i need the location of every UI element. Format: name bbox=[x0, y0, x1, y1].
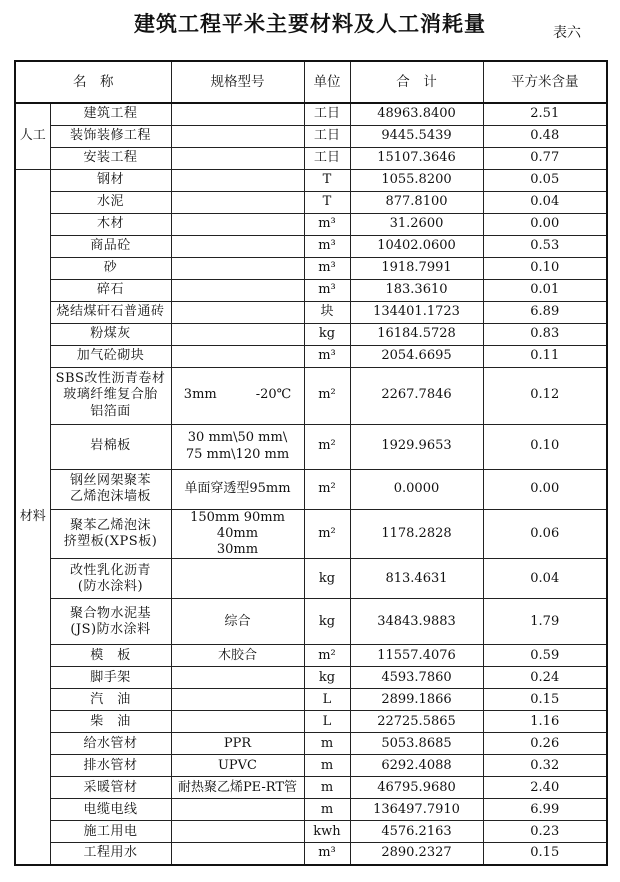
table-row bbox=[15, 799, 607, 821]
item-per-sqm: 0.04 bbox=[483, 559, 607, 599]
item-per-sqm: 0.24 bbox=[483, 667, 607, 689]
table-row bbox=[15, 213, 607, 235]
item-total: 2899.1866 bbox=[350, 689, 483, 711]
item-per-sqm: 6.89 bbox=[483, 301, 607, 323]
item-name: 排水管材 bbox=[50, 755, 171, 777]
table-row bbox=[15, 147, 607, 169]
item-per-sqm: 0.83 bbox=[483, 323, 607, 345]
table-row bbox=[15, 821, 607, 843]
item-total: 134401.1723 bbox=[350, 301, 483, 323]
item-total: 4593.7860 bbox=[350, 667, 483, 689]
item-name: 工程用水 bbox=[50, 843, 171, 865]
table-number-label: 表六 bbox=[553, 25, 581, 41]
item-per-sqm: 0.00 bbox=[483, 469, 607, 509]
item-per-sqm: 2.51 bbox=[483, 103, 607, 125]
table-header-row bbox=[15, 61, 607, 103]
item-total: 813.4631 bbox=[350, 559, 483, 599]
item-total: 9445.5439 bbox=[350, 125, 483, 147]
item-spec bbox=[171, 235, 304, 257]
item-per-sqm: 0.32 bbox=[483, 755, 607, 777]
item-unit: kg bbox=[304, 559, 350, 599]
item-name: 柴 油 bbox=[50, 711, 171, 733]
item-unit: L bbox=[304, 689, 350, 711]
item-unit: m³ bbox=[304, 345, 350, 367]
item-unit: m³ bbox=[304, 235, 350, 257]
item-total: 2054.6695 bbox=[350, 345, 483, 367]
materials-labor-table bbox=[14, 60, 608, 866]
item-total: 183.3610 bbox=[350, 279, 483, 301]
item-per-sqm: 0.06 bbox=[483, 509, 607, 559]
item-spec bbox=[171, 125, 304, 147]
item-per-sqm: 0.10 bbox=[483, 424, 607, 469]
item-total: 1055.8200 bbox=[350, 169, 483, 191]
item-per-sqm: 0.77 bbox=[483, 147, 607, 169]
table-row bbox=[15, 301, 607, 323]
item-spec bbox=[171, 323, 304, 345]
item-unit: kg bbox=[304, 667, 350, 689]
item-total: 1929.9653 bbox=[350, 424, 483, 469]
item-total: 0.0000 bbox=[350, 469, 483, 509]
item-unit: m bbox=[304, 733, 350, 755]
table-row bbox=[15, 843, 607, 865]
item-spec bbox=[171, 667, 304, 689]
page-title: 建筑工程平米主要材料及人工消耗量 bbox=[134, 12, 486, 36]
item-name: 加气砼砌块 bbox=[50, 345, 171, 367]
table-body bbox=[15, 103, 607, 865]
item-per-sqm: 0.00 bbox=[483, 213, 607, 235]
table-row bbox=[15, 599, 607, 645]
item-per-sqm: 0.04 bbox=[483, 191, 607, 213]
item-name: 装饰装修工程 bbox=[50, 125, 171, 147]
item-name: 模 板 bbox=[50, 645, 171, 667]
item-name: 施工用电 bbox=[50, 821, 171, 843]
item-unit: 工日 bbox=[304, 147, 350, 169]
item-name: 改性乳化沥青 (防水涂料) bbox=[50, 559, 171, 599]
item-total: 16184.5728 bbox=[350, 323, 483, 345]
table-row bbox=[15, 733, 607, 755]
item-total: 2890.2327 bbox=[350, 843, 483, 865]
item-total: 877.8100 bbox=[350, 191, 483, 213]
item-name: 碎石 bbox=[50, 279, 171, 301]
item-name: 岩棉板 bbox=[50, 424, 171, 469]
item-name: 聚苯乙烯泡沫 挤塑板(XPS板) bbox=[50, 509, 171, 559]
item-unit: m³ bbox=[304, 213, 350, 235]
item-spec bbox=[171, 843, 304, 865]
table-row bbox=[15, 645, 607, 667]
table-row bbox=[15, 125, 607, 147]
item-name: 建筑工程 bbox=[50, 103, 171, 125]
item-spec: UPVC bbox=[171, 755, 304, 777]
item-per-sqm: 0.11 bbox=[483, 345, 607, 367]
item-spec bbox=[171, 213, 304, 235]
item-name: 钢材 bbox=[50, 169, 171, 191]
item-total: 6292.4088 bbox=[350, 755, 483, 777]
table-row bbox=[15, 689, 607, 711]
item-total: 15107.3646 bbox=[350, 147, 483, 169]
item-unit: m³ bbox=[304, 279, 350, 301]
table-row bbox=[15, 345, 607, 367]
item-name: 汽 油 bbox=[50, 689, 171, 711]
item-name: 采暖管材 bbox=[50, 777, 171, 799]
item-spec bbox=[171, 169, 304, 191]
item-name: 烧结煤矸石普通砖 bbox=[50, 301, 171, 323]
item-per-sqm: 0.26 bbox=[483, 733, 607, 755]
item-spec bbox=[171, 345, 304, 367]
item-per-sqm: 0.59 bbox=[483, 645, 607, 667]
item-spec: 单面穿透型95mm bbox=[171, 469, 304, 509]
item-total: 11557.4076 bbox=[350, 645, 483, 667]
item-unit: m bbox=[304, 799, 350, 821]
header-per-sqm: 平方米含量 bbox=[483, 61, 607, 103]
item-total: 4576.2163 bbox=[350, 821, 483, 843]
table-row bbox=[15, 323, 607, 345]
item-spec bbox=[171, 689, 304, 711]
group-label-labor: 人工 bbox=[15, 103, 50, 169]
item-unit: T bbox=[304, 191, 350, 213]
item-spec bbox=[171, 279, 304, 301]
item-name: 粉煤灰 bbox=[50, 323, 171, 345]
item-name: 钢丝网架聚苯 乙烯泡沫墙板 bbox=[50, 469, 171, 509]
item-unit: 工日 bbox=[304, 125, 350, 147]
header-name: 名 称 bbox=[15, 61, 171, 103]
item-total: 46795.9680 bbox=[350, 777, 483, 799]
group-label-material: 材料 bbox=[15, 169, 50, 865]
table-row bbox=[15, 235, 607, 257]
item-unit: kg bbox=[304, 323, 350, 345]
item-per-sqm: 0.23 bbox=[483, 821, 607, 843]
table-row bbox=[15, 257, 607, 279]
item-unit: 块 bbox=[304, 301, 350, 323]
item-spec: 木胶合 bbox=[171, 645, 304, 667]
item-spec: 30 mm\50 mm\ 75 mm\120 mm bbox=[171, 424, 304, 469]
item-name: 水泥 bbox=[50, 191, 171, 213]
table-row bbox=[15, 103, 607, 125]
item-name: 砂 bbox=[50, 257, 171, 279]
item-total: 5053.8685 bbox=[350, 733, 483, 755]
table-row bbox=[15, 667, 607, 689]
item-unit: m³ bbox=[304, 257, 350, 279]
item-spec: 3mm -20℃ bbox=[171, 367, 304, 424]
item-name: 聚合物水泥基 (JS)防水涂料 bbox=[50, 599, 171, 645]
item-total: 31.2600 bbox=[350, 213, 483, 235]
item-name: 电缆电线 bbox=[50, 799, 171, 821]
item-name: 商品砼 bbox=[50, 235, 171, 257]
item-unit: m² bbox=[304, 469, 350, 509]
table-row bbox=[15, 279, 607, 301]
item-total: 34843.9883 bbox=[350, 599, 483, 645]
item-total: 2267.7846 bbox=[350, 367, 483, 424]
item-per-sqm: 1.79 bbox=[483, 599, 607, 645]
item-spec: PPR bbox=[171, 733, 304, 755]
item-unit: L bbox=[304, 711, 350, 733]
table-row bbox=[15, 367, 607, 424]
item-name: SBS改性沥青卷材 玻璃纤维复合胎 铝箔面 bbox=[50, 367, 171, 424]
item-per-sqm: 0.05 bbox=[483, 169, 607, 191]
item-spec bbox=[171, 147, 304, 169]
item-per-sqm: 0.10 bbox=[483, 257, 607, 279]
item-spec bbox=[171, 103, 304, 125]
item-per-sqm: 2.40 bbox=[483, 777, 607, 799]
item-name: 给水管材 bbox=[50, 733, 171, 755]
header-total: 合 计 bbox=[350, 61, 483, 103]
item-unit: m² bbox=[304, 424, 350, 469]
item-per-sqm: 0.01 bbox=[483, 279, 607, 301]
item-unit: m² bbox=[304, 367, 350, 424]
item-spec bbox=[171, 301, 304, 323]
item-per-sqm: 0.48 bbox=[483, 125, 607, 147]
item-spec: 综合 bbox=[171, 599, 304, 645]
item-total: 22725.5865 bbox=[350, 711, 483, 733]
item-per-sqm: 1.16 bbox=[483, 711, 607, 733]
item-unit: m² bbox=[304, 645, 350, 667]
item-spec bbox=[171, 257, 304, 279]
item-unit: m² bbox=[304, 509, 350, 559]
item-spec: 耐热聚乙烯PE-RT管 bbox=[171, 777, 304, 799]
table-row bbox=[15, 755, 607, 777]
item-per-sqm: 0.53 bbox=[483, 235, 607, 257]
item-total: 10402.0600 bbox=[350, 235, 483, 257]
item-unit: 工日 bbox=[304, 103, 350, 125]
table-row bbox=[15, 169, 607, 191]
item-unit: m³ bbox=[304, 843, 350, 865]
item-per-sqm: 0.15 bbox=[483, 843, 607, 865]
item-name: 木材 bbox=[50, 213, 171, 235]
header-unit: 单位 bbox=[304, 61, 350, 103]
item-unit: kwh bbox=[304, 821, 350, 843]
item-spec bbox=[171, 821, 304, 843]
item-name: 脚手架 bbox=[50, 667, 171, 689]
item-total: 48963.8400 bbox=[350, 103, 483, 125]
item-spec bbox=[171, 191, 304, 213]
table-row bbox=[15, 559, 607, 599]
header-spec: 规格型号 bbox=[171, 61, 304, 103]
table-row bbox=[15, 777, 607, 799]
item-name: 安装工程 bbox=[50, 147, 171, 169]
item-total: 136497.7910 bbox=[350, 799, 483, 821]
table-row bbox=[15, 469, 607, 509]
item-per-sqm: 6.99 bbox=[483, 799, 607, 821]
item-unit: m bbox=[304, 777, 350, 799]
item-spec bbox=[171, 711, 304, 733]
item-unit: kg bbox=[304, 599, 350, 645]
item-per-sqm: 0.12 bbox=[483, 367, 607, 424]
item-per-sqm: 0.15 bbox=[483, 689, 607, 711]
item-spec: 150mm 90mm 40mm 30mm bbox=[171, 509, 304, 559]
table-row bbox=[15, 191, 607, 213]
item-spec bbox=[171, 799, 304, 821]
table-row bbox=[15, 424, 607, 469]
table-row bbox=[15, 711, 607, 733]
item-total: 1178.2828 bbox=[350, 509, 483, 559]
table-row bbox=[15, 509, 607, 559]
item-unit: T bbox=[304, 169, 350, 191]
item-spec bbox=[171, 559, 304, 599]
item-unit: m bbox=[304, 755, 350, 777]
item-total: 1918.7991 bbox=[350, 257, 483, 279]
